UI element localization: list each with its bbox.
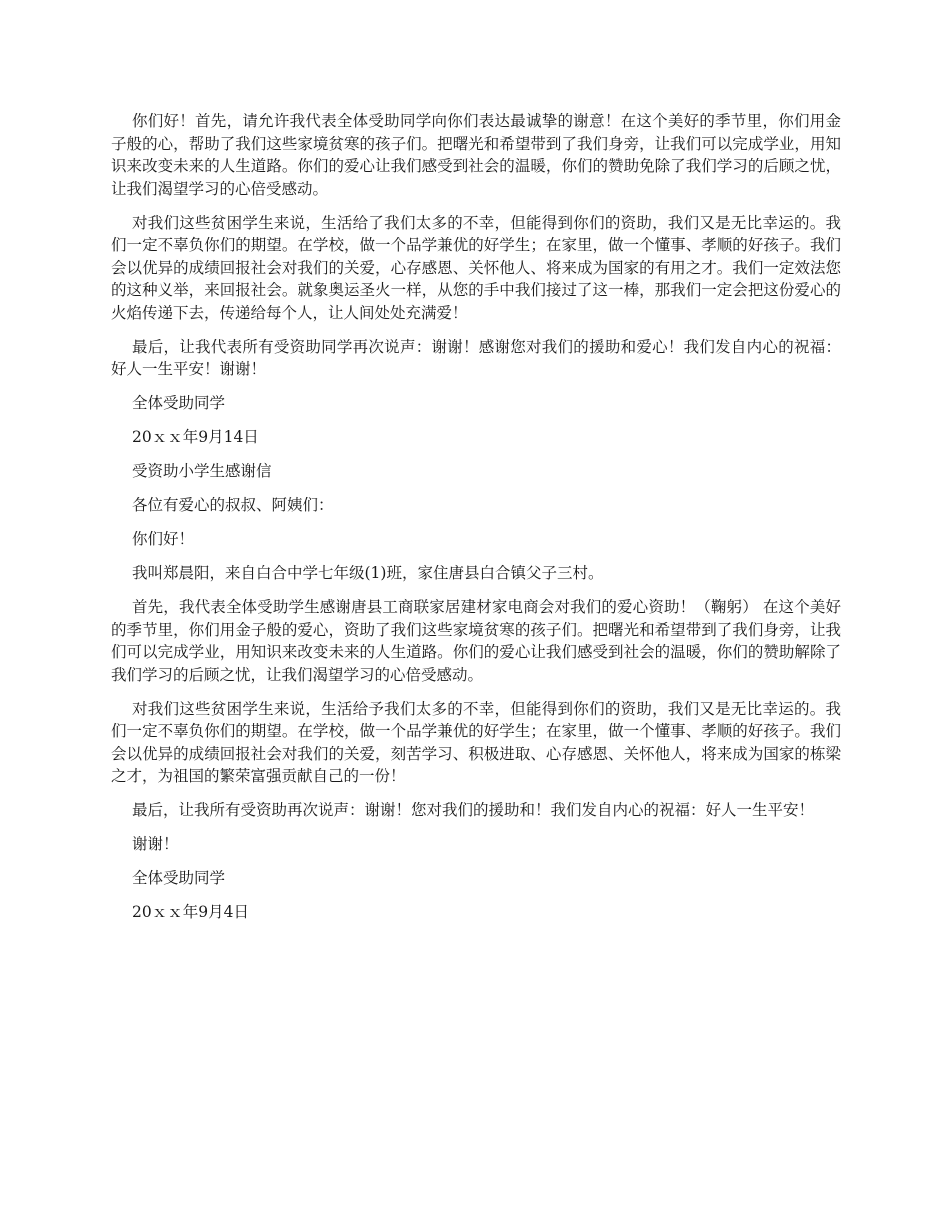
date-line: 20ｘｘ年9月14日	[132, 428, 259, 446]
signature-line-2: 全体受助同学	[132, 869, 226, 887]
paragraph-closing: 最后，让我代表所有受资助同学再次说声：谢谢！感谢您对我们的援助和爱心！我们发自内心的祝福：好人一生平安！谢谢！	[111, 337, 841, 378]
document-body	[111, 110, 841, 935]
letter-title: 受资助小学生感谢信	[132, 462, 272, 480]
salutation: 各位有爱心的叔叔、阿姨们：	[132, 496, 334, 514]
paragraph-gratitude: 首先，我代表全体受助学生感谢唐县工商联家居建材家电商会对我们的爱心资助！（鞠躬） 在这个美好的季节里，你们用金子般的爱心，资助了我们这些家境贫寒的孩子们。把曙光和希望带到了我们身旁，让我们可以完成学业，用知识来改变未来的人生道路。你们的爱心让我们感受到社会的温暖，你们的赞助解除了我们学习的后顾之忧，让我们渴望学习的心倍受感动。	[111, 598, 841, 684]
paragraph-promise: 对我们这些贫困学生来说，生活给了我们太多的不幸，但能得到你们的资助，我们又是无比幸运的。我们一定不辜负你们的期望。在学校，做一个品学兼优的好学生；在家里，做一个懂事、孝顺的好孩子。我们会以优异的成绩回报社会对我们的关爱，心存感恩、关怀他人、将来成为国家的有用之才。我们一定效法您的这种义举，来回报社会。就象奥运圣火一样，从您的手中我们接过了这一棒，那我们一定会把这份爱心的火焰传递下去，传递给每个人，让人间处处充满爱！	[111, 213, 841, 322]
paragraph-final-thanks: 最后，让我所有受资助再次说声：谢谢！您对我们的援助和！我们发自内心的祝福：好人一生平安！	[132, 801, 815, 819]
paragraph-self-intro: 我叫郑晨阳，来自白合中学七年级(1)班，家住唐县白合镇父子三村。	[132, 564, 604, 582]
thanks-line: 谢谢！	[132, 835, 179, 853]
greeting: 你们好！	[132, 530, 195, 548]
paragraph-thanks-intro: 你们好！首先，请允许我代表全体受助同学向你们表达最诚挚的谢意！在这个美好的季节里，你们用金子般的心，帮助了我们这些家境贫寒的孩子们。把曙光和希望带到了我们身旁，让我们可以完成学业，用知识来改变未来的人生道路。你们的爱心让我们感受到社会的温暖，你们的赞助免除了我们学习的后顾之忧，让我们渴望学习的心倍受感动。	[111, 112, 841, 198]
paragraph-commitment: 对我们这些贫困学生来说，生活给予我们太多的不幸，但能得到你们的资助，我们又是无比幸运的。我们一定不辜负你们的期望。在学校，做一个品学兼优的好学生；在家里，做一个懂事、孝顺的好孩子。我们会以优异的成绩回报社会对我们的关爱，刻苦学习、积极进取、心存感恩、关怀他人，将来成为国家的栋梁之才，为祖国的繁荣富强贡献自己的一份！	[111, 699, 841, 785]
date-line-2: 20ｘｘ年9月4日	[132, 903, 249, 921]
signature-line: 全体受助同学	[132, 394, 226, 412]
